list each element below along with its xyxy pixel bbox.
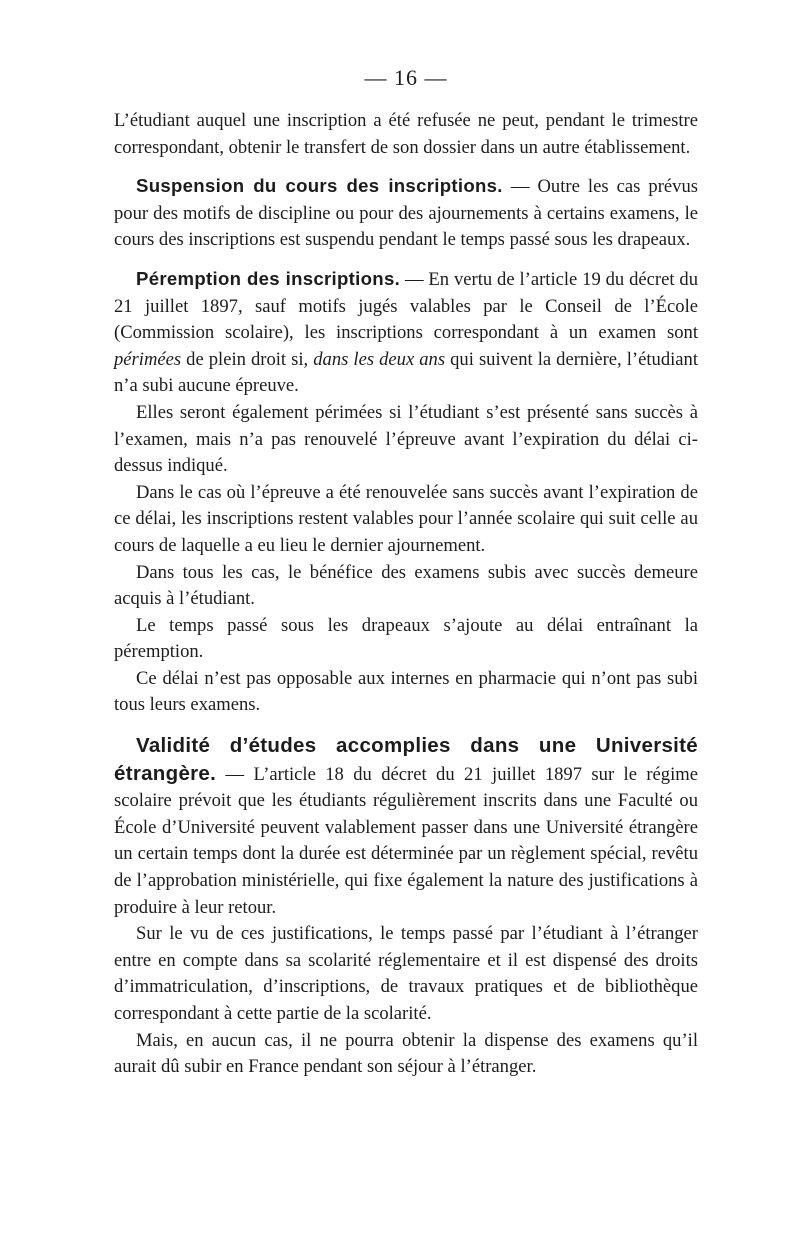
section-validite [114, 733, 698, 1081]
peremption-body-2: de plein droit si, [181, 348, 314, 370]
suspension-body: — Outre les cas prévus pour des motifs de discipline ou pour des ajournements à certains examens, le cours des inscriptions est suspendu pendant le temps passé sous les drapeaux. [114, 176, 699, 251]
validite-paragraph: Sur le vu de ces justifications, le temps passé par l’étudiant à l’étranger entre en compte dans sa scolarité réglementaire et il est dispensé des droits d’immatriculation, d’inscriptions, de travaux pratiques et de bibliothèque correspondant à cette partie de la scolarité. [114, 923, 698, 1024]
validite-heading: Validité d’études accomplies dans une Université étrangère. [114, 734, 698, 785]
peremption-body-1: — En vertu de l’article 19 du décret du 21 juillet 1897, sauf motifs jugés valables par le Conseil de l’École (Commission scolaire), les inscriptions correspondant à un examen sont [114, 268, 699, 344]
peremption-paragraph: Dans le cas où l’épreuve a été renouvelée sans succès avant l’expiration de ce délai, les inscriptions restent valables pour l’année scolaire qui suit celle au cours de laquelle a eu lieu le dernier ajournement. [114, 481, 698, 556]
section-suspension [114, 173, 698, 254]
intro-paragraph: L’étudiant auquel une inscription a été refusée ne peut, pendant le trimestre correspondant, obtenir le transfert de son dossier dans un autre établissement. [114, 110, 698, 158]
validite-paragraph-1 [114, 733, 698, 921]
peremption-paragraph: Dans tous les cas, le bénéfice des examens subis avec succès demeure acquis à l’étudiant. [114, 561, 698, 610]
suspension-paragraph [114, 173, 698, 254]
peremption-emphasis-deux-ans: dans les deux ans [313, 348, 446, 370]
peremption-paragraph-1 [114, 266, 698, 400]
peremption-emphasis-perimees: périmées [114, 348, 182, 370]
peremption-heading: Péremption des inscriptions. [136, 267, 401, 289]
suspension-heading: Suspension du cours des inscriptions. [136, 175, 503, 197]
peremption-paragraph: Le temps passé sous les drapeaux s’ajoute au délai entraînant la péremption. [114, 614, 698, 663]
peremption-paragraph: Ce délai n’est pas opposable aux internes en pharmacie qui n’ont pas subi tous leurs examens. [114, 667, 698, 716]
peremption-paragraph: Elles seront également périmées si l’étudiant s’est présenté sans succès à l’examen, mais n’a pas renouvelé l’épreuve avant l’expiration du délai ci-dessus indiqué. [114, 401, 698, 477]
section-peremption [114, 266, 698, 719]
peremption-body-3: qui suivent la dernière, l’étudiant n’a subi aucune épreuve. [114, 348, 699, 397]
validite-body: — L’article 18 du décret du 21 juillet 1897 sur le régime scolaire prévoit que les étudiants régulièrement inscrits dans une Faculté ou École d’Université peuvent valablement passer dans une Université étrangère un certain temps dont la durée est déterminée par un règlement spécial, revêtu de l’approbation ministérielle, qui fixe également la nature des justifications à produire à leur retour. [114, 763, 698, 918]
validite-paragraph: Mais, en aucun cas, il ne pourra obtenir la dispense des examens qu’il aurait dû subir en France pendant son séjour à l’étranger. [114, 1029, 698, 1078]
page-number: — 16 — [364, 65, 448, 90]
